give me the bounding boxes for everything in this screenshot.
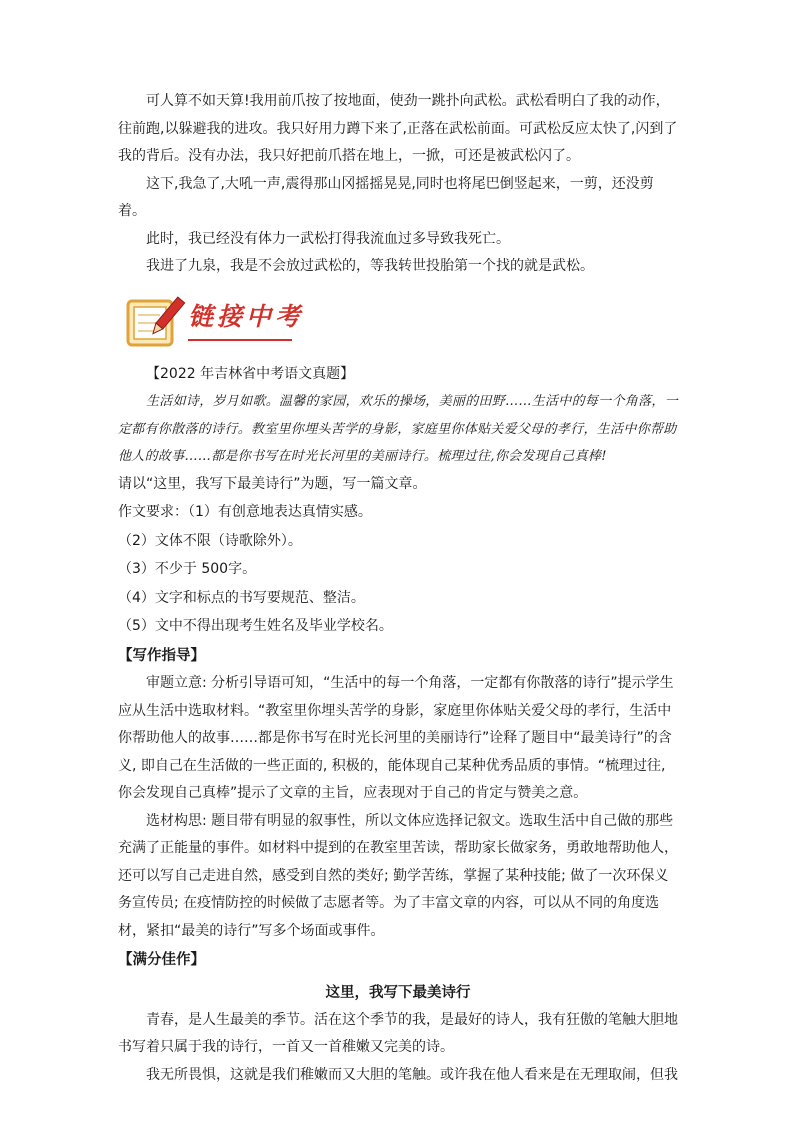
essay-paragraph-2: 我无所畏惧，这就是我们稚嫩而又大胆的笔触。或许我在他人看来是在无理取闹，但我 — [146, 1066, 678, 1083]
exam-requirement-3: （3）不少于 500字。 — [118, 561, 257, 577]
exam-source-tag: 【2022 年吉林省中考语文真题】 — [146, 365, 355, 382]
guide-heading: 【写作指导】 — [118, 647, 205, 664]
exam-task: 请以“这里，我写下最美诗行”为题，写一篇文章。 — [118, 475, 427, 492]
story-paragraph-1: 可人算不如天算!我用前爪按了按地面，使劲一跳扑向武松。武松看明白了我的动作，往前跑,以躲避我的进攻。我只好用力蹲下来了,正落在武松前面。可武松反应太快了,闪到了我的背后。没有办法，我只好把前爪搭在地上，一掀，可还是被武松闪了。 — [118, 93, 678, 164]
essay-heading: 【满分佳作】 — [118, 952, 205, 968]
guide-paragraph-2: 选材构思: 题目带有明显的叙事性，所以文体应选择记叙文。选取生活中自己做的那些充满了正能量的事件。如材料中提到的在教室里苦读，帮助家长做家务，勇敢地帮助他人，还可以写自己走进自然，感受到自然的类好; 勤学苦练，掌握了某种技能; 做了一次环保义务宣传员; 在疫情防控的时候做了志愿者等。为了丰富文章的内容，可以从不同的角度选材，紧扣“最美的诗行”写多个场面或事件。 — [118, 812, 678, 939]
exam-requirement-4: （4）文字和标点的书写要规范、整洁。 — [118, 589, 365, 606]
essay-title: 这里，我写下最美诗行 — [325, 984, 471, 1001]
banner-title: 链接中考 — [188, 301, 305, 331]
story-paragraph-4: 我进了九泉，我是不会放过武松的，等我转世投胎第一个找的就是武松。 — [146, 258, 594, 274]
exam-prompt: 生活如诗，岁月如歌。温馨的家园，欢乐的操场，美丽的田野……生活中的每一个角落，一定都有你散落的诗行。教室里你埋头苦学的身影，家庭里你体贴关爱父母的孝行，生活中你帮助他人的故事……都是你书写在时光长河里的美丽诗行。梳理过往,你会发现自己真棒! — [118, 394, 679, 464]
notebook-pencil-icon — [124, 293, 186, 349]
section-banner — [118, 291, 678, 357]
exam-requirement-2: （2）文体不限（诗歌除外）。 — [118, 532, 302, 549]
story-paragraph-3: 此时，我已经没有体力一武松打得我流血过多导致我死亡。 — [146, 230, 510, 247]
document-page — [118, 88, 678, 1089]
guide-paragraph-1: 审题立意: 分析引导语可知，“生活中的每一个角落，一定都有你散落的诗行”提示学生应从生活中选取材料。“教室里你埋头苦学的身影，家庭里你体贴关爱父母的孝行，生活中你帮助他人的故事……都是你书写在时光长河里的美丽诗行”诠释了题目中“最美诗行”的含义, 即自己在生活做的一些正面的, 积极的，能体现自己某种优秀品质的事情。“梳理过往,你会发现自己真棒”提示了文章的主旨，应表现对于自己的肯定与赞美之意。 — [118, 675, 674, 801]
exam-requirement-5: （5）文中不得出现考生姓名及毕业学校名。 — [118, 618, 393, 634]
banner-underline — [188, 339, 292, 341]
story-paragraph-2: 这下,我急了,大吼一声,震得那山冈摇摇晃晃,同时也将尾巴倒竖起来，一剪，还没剪着。 — [118, 175, 654, 219]
exam-requirement-1: 作文要求：（1）有创意地表达真情实感。 — [118, 504, 372, 520]
essay-paragraph-1: 青春，是人生最美的季节。活在这个季节的我，是最好的诗人，我有狂傲的笔触大胆地书写着只属于我的诗行，一首又一首稚嫩又完美的诗。 — [118, 1011, 678, 1055]
